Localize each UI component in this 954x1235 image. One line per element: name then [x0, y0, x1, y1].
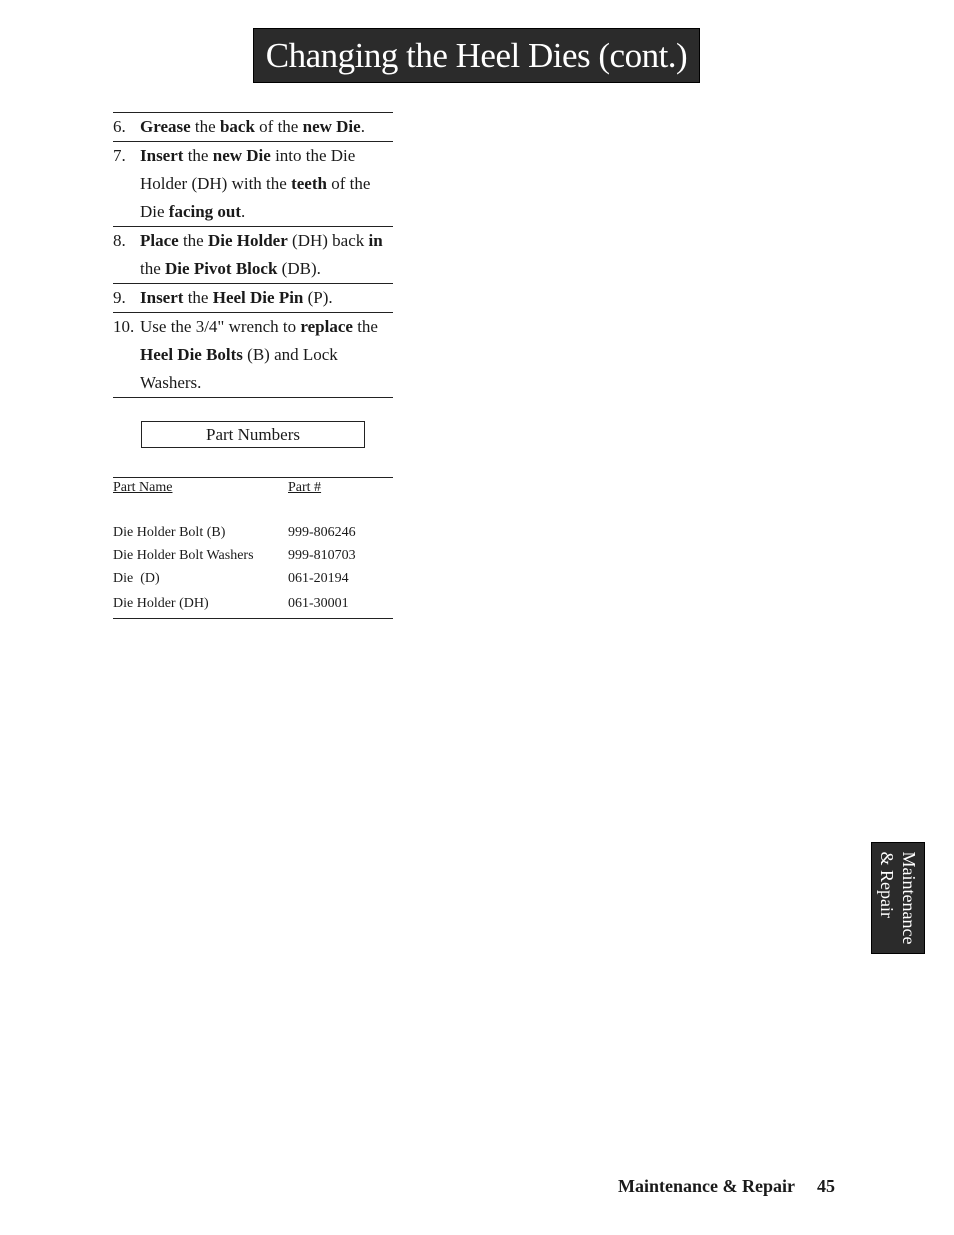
emphasis-text: back: [219, 117, 255, 136]
body-text: the: [183, 288, 213, 307]
part-name: Die Holder Bolt (B): [113, 525, 226, 540]
side-tab-line-1: Maintenance: [899, 851, 919, 945]
emphasis-text: in: [368, 231, 383, 250]
emphasis-text: Place: [140, 231, 179, 250]
part-name: Die Holder (DH): [113, 596, 209, 611]
body-text: into the Die Holder (DH) with the: [140, 146, 356, 193]
body-text: the: [178, 231, 208, 250]
body-text: (DH) back: [287, 231, 369, 250]
col-header-part-name: Part Name: [113, 480, 173, 495]
emphasis-text: Die Holder: [207, 231, 288, 250]
step-number: 6.: [113, 117, 126, 136]
page-number: 45: [816, 1176, 835, 1196]
emphasis-text: Grease: [140, 117, 191, 136]
part-name: Die (D): [113, 571, 160, 586]
step-7: [113, 142, 393, 227]
emphasis-text: new Die: [302, 117, 361, 136]
page-title: Changing the Heel Dies (cont.): [253, 28, 700, 83]
step-10: [113, 313, 393, 398]
emphasis-text: new Die: [212, 146, 271, 165]
body-text: the: [190, 117, 220, 136]
emphasis-text: Die Pivot Block: [165, 259, 278, 278]
step-text: [140, 227, 393, 283]
page-footer: [618, 1176, 835, 1197]
parts-table: [113, 477, 393, 619]
step-text: [140, 142, 393, 226]
body-text: (DB).: [277, 259, 321, 278]
emphasis-text: replace: [300, 317, 353, 336]
body-text: .: [241, 202, 246, 221]
body-text: of the Die: [140, 174, 371, 221]
part-number: 061-20194: [288, 571, 349, 586]
emphasis-text: Heel Die Bolts: [140, 345, 243, 364]
emphasis-text: Insert: [140, 288, 184, 307]
step-number: 10.: [113, 317, 135, 336]
step-9: [113, 284, 393, 313]
side-tab-line-2: & Repair: [877, 851, 897, 919]
section-side-tab: [871, 842, 925, 954]
body-text: Use the 3/4" wrench to: [140, 317, 301, 336]
emphasis-text: teeth: [291, 174, 327, 193]
step-text: [140, 113, 393, 141]
step-number: 9.: [113, 288, 126, 307]
step-number: 7.: [113, 146, 126, 165]
part-name: Die Holder Bolt Washers: [113, 548, 254, 563]
body-text: the: [352, 317, 378, 336]
part-number: 999-810703: [288, 548, 356, 563]
part-numbers-heading: Part Numbers: [141, 421, 365, 448]
col-header-part-number: Part #: [288, 480, 322, 495]
part-number: 061-30001: [288, 596, 349, 611]
body-text: (P).: [303, 288, 333, 307]
emphasis-text: facing out: [168, 202, 242, 221]
step-text: [140, 313, 393, 397]
footer-section-name: Maintenance & Repair: [618, 1176, 795, 1196]
emphasis-text: Heel Die Pin: [212, 288, 304, 307]
instruction-steps: [113, 112, 393, 398]
step-6: [113, 113, 393, 142]
part-number: 999-806246: [288, 525, 356, 540]
body-text: (B) and Lock Washers.: [140, 345, 338, 392]
emphasis-text: Insert: [140, 146, 184, 165]
body-text: of the: [254, 117, 303, 136]
body-text: .: [360, 117, 365, 136]
step-8: [113, 227, 393, 284]
body-text: the: [140, 259, 166, 278]
step-text: [140, 284, 393, 312]
body-text: the: [183, 146, 213, 165]
step-number: 8.: [113, 231, 126, 250]
